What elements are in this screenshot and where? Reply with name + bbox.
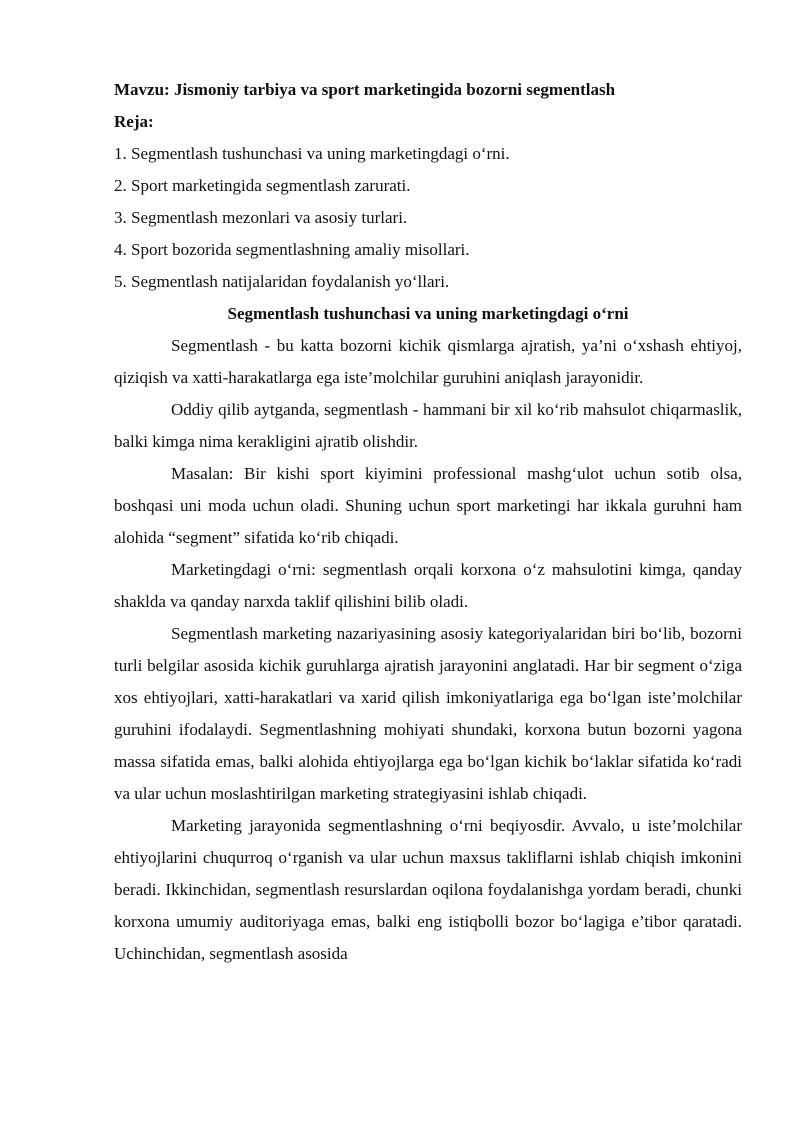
document-page [114,74,742,970]
paragraph: Marketing jarayonida segmentlashning o‘rni beqiyosdir. Avvalo, u iste’molchilar ehtiyojlarini chuqurroq o‘rganish va ular uchun maxsus takliflarni ishlab chiqish imkonini beradi. Ikkinchidan, segmentlash resurslardan oqilona foydalanishga yordam beradi, chunki korxona umumiy auditoriyaga emas, balki eng istiqbolli bozor bo‘lagiga e’tibor qaratadi. Uchinchidan, segmentlash asosida [114,816,742,963]
section-title: Segmentlash tushunchasi va uning marketingdagi o‘rni [227,304,629,323]
plan-item: 1. Segmentlash tushunchasi va uning marketingdagi o‘rni. [114,144,510,163]
plan-label: Reja: [114,112,154,131]
plan-item: 5. Segmentlash natijalaridan foydalanish yo‘llari. [114,272,450,291]
plan-list [114,138,742,298]
paragraph: Segmentlash marketing nazariyasining asosiy kategoriyalaridan biri bo‘lib, bozorni turli belgilar asosida kichik guruhlarga ajratish jarayonini anglatadi. Har bir segment o‘ziga xos ehtiyojlari, xatti-harakatlari va xarid qilish imkoniyatlariga ega bo‘lgan iste’molchilar guruhini ifodalaydi. Segmentlashning mohiyati shundaki, korxona butun bozorni yagona massa sifatida emas, balki alohida ehtiyojlarga ega bo‘lgan kichik bo‘laklar sifatida ko‘radi va ular uchun moslashtirilgan marketing strategiyasini ishlab chiqadi. [114,624,742,803]
paragraph: Masalan: Bir kishi sport kiyimini professional mashg‘ulot uchun sotib olsa, boshqasi uni moda uchun oladi. Shuning uchun sport marketingi har ikkala guruhni ham alohida “segment” sifatida ko‘rib chiqadi. [114,464,742,547]
plan-item: 3. Segmentlash mezonlari va asosiy turlari. [114,208,408,227]
paragraph: Segmentlash - bu katta bozorni kichik qismlarga ajratish, ya’ni o‘xshash ehtiyoj, qiziqish va xatti-harakatlarga ega iste’molchilar guruhini aniqlash jarayonidir. [114,336,742,387]
paragraph: Marketingdagi o‘rni: segmentlash orqali korxona o‘z mahsulotini kimga, qanday shaklda va qanday narxda taklif qilishini bilib oladi. [114,560,742,611]
topic-heading: Mavzu: Jismoniy tarbiya va sport marketingida bozorni segmentlash [114,80,616,99]
plan-item: 4. Sport bozorida segmentlashning amaliy misollari. [114,240,470,259]
plan-item: 2. Sport marketingida segmentlash zarurati. [114,176,411,195]
paragraph: Oddiy qilib aytganda, segmentlash - hammani bir xil ko‘rib mahsulot chiqarmaslik, balki kimga nima kerakligini ajratib olishdir. [114,400,742,451]
